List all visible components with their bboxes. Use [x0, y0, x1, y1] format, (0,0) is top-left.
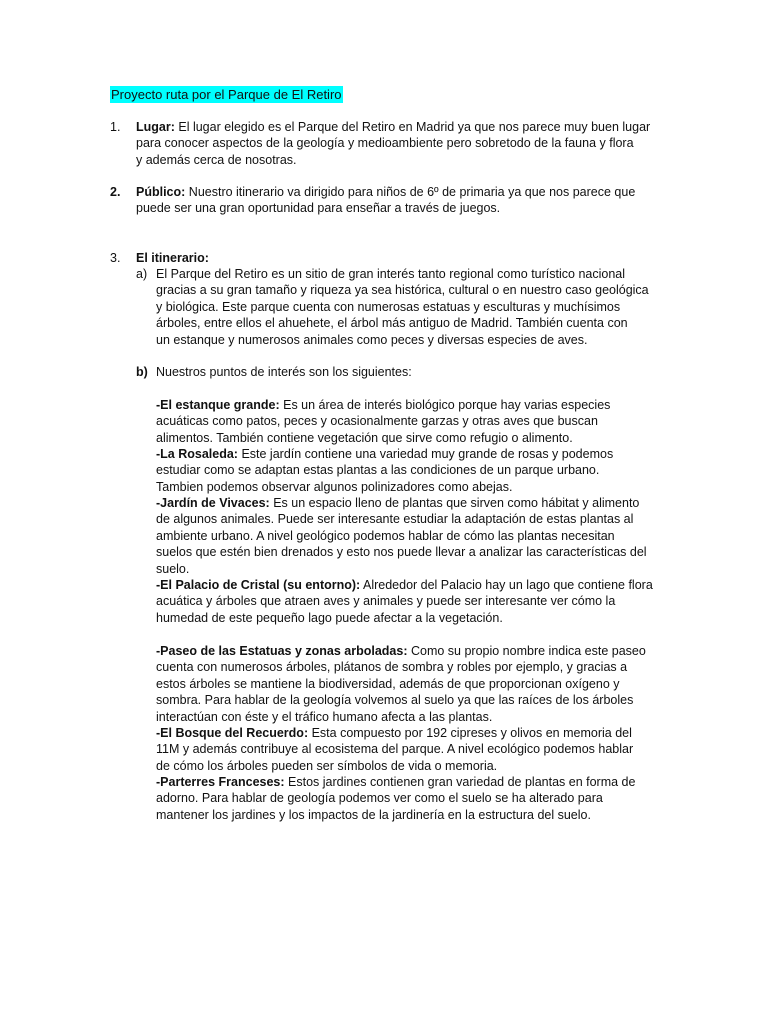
list-body: Nuestro itinerario va dirigido para niños de 6º de primaria ya que nos parece que puede ser una gran oportunidad para enseñar a través de juegos.	[136, 185, 636, 216]
poi-body: Es un espacio lleno de plantas que sirven como hábitat y alimento de algunos animales. Puede ser interesante estudiar la adaptación de estas plantas al ambiente urbano. A nivel geológico podemos hablar de cómo las plantas necesitan suelos que estén bien drenados y esto nos puede llevar a analizar las características del suelo.	[156, 496, 647, 576]
list-number: 1.	[110, 120, 121, 134]
list-text	[136, 119, 664, 168]
list-heading: Lugar:	[136, 120, 175, 134]
document-title: Proyecto ruta por el Parque de El Retiro	[111, 87, 342, 102]
poi-body: Como su propio nombre indica este paseo cuenta con numerosos árboles, plátanos de sombra y robles por ejemplo, y gracias a estos árboles se mantiene la biodiversidad, además de que proporcionan oxígeno y sombra. Para hablar de la geología volvemos al suelo ya que las raíces de los árboles interactúan con éste y el tráfico humano afecta a las plantas.	[156, 644, 646, 724]
poi-text	[156, 643, 666, 725]
poi-body: Alrededor del Palacio hay un lago que contiene flora acuática y árboles que atraen aves y animales y puede ser interesante ver cómo la humedad de este pequeño lago puede afectar a la vegetación.	[156, 578, 653, 625]
list-number: 3.	[110, 251, 121, 265]
list-body: El lugar elegido es el Parque del Retiro en Madrid ya que nos parece muy buen lugar para conocer aspectos de la geología y medioambiente pero sobretodo de la fauna y flora y además cerca de nosotras.	[136, 120, 651, 167]
poi-text	[156, 774, 666, 823]
list-heading: El itinerario:	[136, 251, 209, 265]
poi-text	[156, 577, 666, 626]
poi-text	[156, 446, 666, 495]
poi-name: -Jardín de Vivaces:	[156, 496, 270, 510]
poi-body: Este jardín contiene una variedad muy grande de rosas y podemos estudiar como se adaptan estas plantas a las condiciones de un parque urbano. Tambien podemos observar algunos polinizadores como abejas.	[156, 447, 614, 494]
subitem-label: b)	[136, 365, 148, 379]
subitem-text: El Parque del Retiro es un sitio de gran interés tanto regional como turístico nacional gracias a su gran tamaño y riqueza ya sea histórica, cultural o en nuestro caso geológica y biológica. Este parque cuenta con numerosas estatuas y esculturas y muchísimos árboles, entre ellos el ahuehete, el árbol más antiguo de Madrid. También cuenta con un estanque y numerosos animales como peces y diversas especies de aves.	[156, 267, 649, 347]
poi-text	[156, 725, 666, 774]
poi-body: Estos jardines contienen gran variedad de plantas en forma de adorno. Para hablar de geología podemos ver como el suelo se ha alterado para mantener los jardines y los impactos de la jardinería en la estructura del suelo.	[156, 775, 636, 822]
list-heading: Público:	[136, 185, 186, 199]
poi-name: -El Bosque del Recuerdo:	[156, 726, 309, 740]
poi-name: -El Palacio de Cristal (su entorno):	[156, 578, 361, 592]
poi-name: -La Rosaleda:	[156, 447, 238, 461]
poi-name: -Parterres Franceses:	[156, 775, 285, 789]
poi-name: -Paseo de las Estatuas y zonas arboladas:	[156, 644, 408, 658]
list-text	[136, 250, 664, 266]
subitem-label: a)	[136, 267, 148, 281]
poi-text	[156, 495, 666, 577]
subitem-text: Nuestros puntos de interés son los siguientes:	[156, 365, 412, 379]
list-text	[136, 184, 664, 217]
poi-body: Esta compuesto por 192 cipreses y olivos en memoria del 11M y además contribuye al ecosistema del parque. A nivel ecológico podemos hablar de cómo los árboles pueden ser símbolos de vida o memoria.	[156, 726, 634, 773]
poi-name: -El estanque grande:	[156, 398, 280, 412]
poi-body: Es un área de interés biológico porque hay varias especies acuáticas como patos, peces y ocasionalmente garzas y otras aves que buscan alimentos. También contiene vegetación que sirve como refugio o alimento.	[156, 398, 611, 445]
poi-text	[156, 397, 666, 446]
list-number: 2.	[110, 185, 121, 199]
